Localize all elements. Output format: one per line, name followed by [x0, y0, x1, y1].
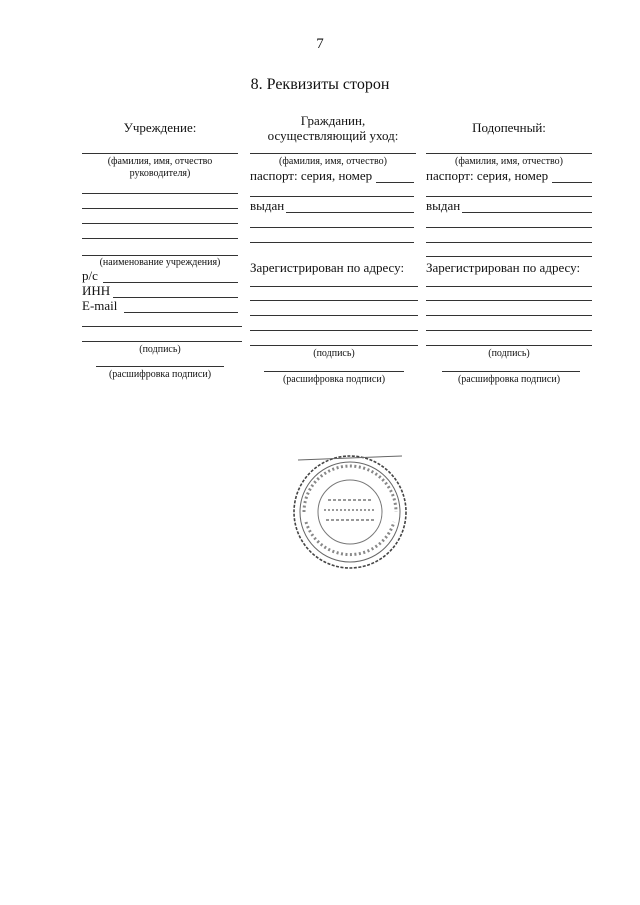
citizen-issued-field [286, 212, 414, 213]
ward-issued-label: выдан [426, 198, 461, 213]
ward-issued-field [462, 212, 592, 213]
institution-line-1 [82, 193, 238, 194]
citizen-registered: Зарегистрирован по адресу: [250, 260, 405, 275]
ward-line-2 [426, 227, 592, 228]
email-field [124, 312, 238, 313]
institution-fio-caption: (фамилия, имя, отчество руководителя) [107, 156, 213, 179]
institution-signature-caption: (подпись) [139, 344, 181, 355]
citizen-signature-line [250, 345, 418, 346]
institution-signature-line [82, 341, 242, 342]
rs-label: р/с [82, 268, 98, 283]
institution-line-4 [82, 238, 238, 239]
citizen-fio-caption: (фамилия, имя, отчество) [279, 156, 387, 167]
ward-addr-line-2 [426, 300, 592, 301]
citizen-addr-line-4 [250, 330, 418, 331]
ward-addr-line-1 [426, 286, 592, 287]
citizen-line-1 [250, 196, 414, 197]
institution-line-2 [82, 208, 238, 209]
ward-registered: Зарегистрирован по адресу: [426, 260, 581, 275]
institution-fio-line [82, 153, 238, 154]
ward-line-4 [426, 256, 592, 257]
institution-name-line [82, 255, 238, 256]
ward-addr-line-3 [426, 315, 592, 316]
ward-issued [426, 199, 460, 213]
citizen-line-2 [250, 227, 414, 228]
ward-decoding-caption: (расшифровка подписи) [457, 374, 561, 385]
institution-header: Учреждение: [123, 120, 197, 135]
ward-passport-label: паспорт: серия, номер [426, 168, 549, 183]
citizen-addr-line-2 [250, 300, 418, 301]
citizen-header: Гражданин, осуществляющий уход: [267, 113, 399, 143]
ward-line-3 [426, 242, 592, 243]
citizen-fio-line [250, 153, 416, 154]
citizen-passport [250, 169, 372, 183]
ward-passport-field [552, 182, 592, 183]
citizen-issued-label: выдан [250, 198, 285, 213]
inn-label: ИНН [82, 283, 111, 298]
inn-field [113, 297, 238, 298]
official-seal-stamp [290, 452, 410, 572]
rs-field [103, 282, 238, 283]
institution-line-3 [82, 223, 238, 224]
ward-passport [426, 169, 548, 183]
institution-rs [82, 269, 98, 283]
ward-fio-caption: (фамилия, имя, отчество) [455, 156, 563, 167]
ward-fio-line [426, 153, 592, 154]
ward-signature-caption: (подпись) [488, 348, 530, 359]
page-number: 7 [316, 36, 324, 52]
citizen-addr-line-3 [250, 315, 418, 316]
citizen-passport-label: паспорт: серия, номер [250, 168, 373, 183]
email-label: E-mail [82, 298, 118, 313]
ward-header: Подопечный: [472, 120, 546, 135]
ward-decoding-line [442, 371, 580, 372]
institution-inn [82, 284, 110, 298]
citizen-decoding-line [264, 371, 404, 372]
citizen-decoding-caption: (расшифровка подписи) [282, 374, 386, 385]
section-title: 8. Реквизиты сторон [250, 76, 390, 93]
citizen-issued [250, 199, 284, 213]
ward-signature-line [426, 345, 592, 346]
institution-decoding-caption: (расшифровка подписи) [108, 369, 212, 380]
citizen-signature-caption: (подпись) [313, 348, 355, 359]
ward-addr-line-4 [426, 330, 592, 331]
ward-line-1 [426, 196, 592, 197]
citizen-addr-line-1 [250, 286, 418, 287]
citizen-line-3 [250, 242, 414, 243]
institution-line-5 [82, 326, 242, 327]
institution-decoding-line [96, 366, 224, 367]
citizen-passport-field [376, 182, 414, 183]
institution-name-caption: (наименование учреждения) [99, 257, 221, 268]
institution-email [82, 299, 117, 313]
